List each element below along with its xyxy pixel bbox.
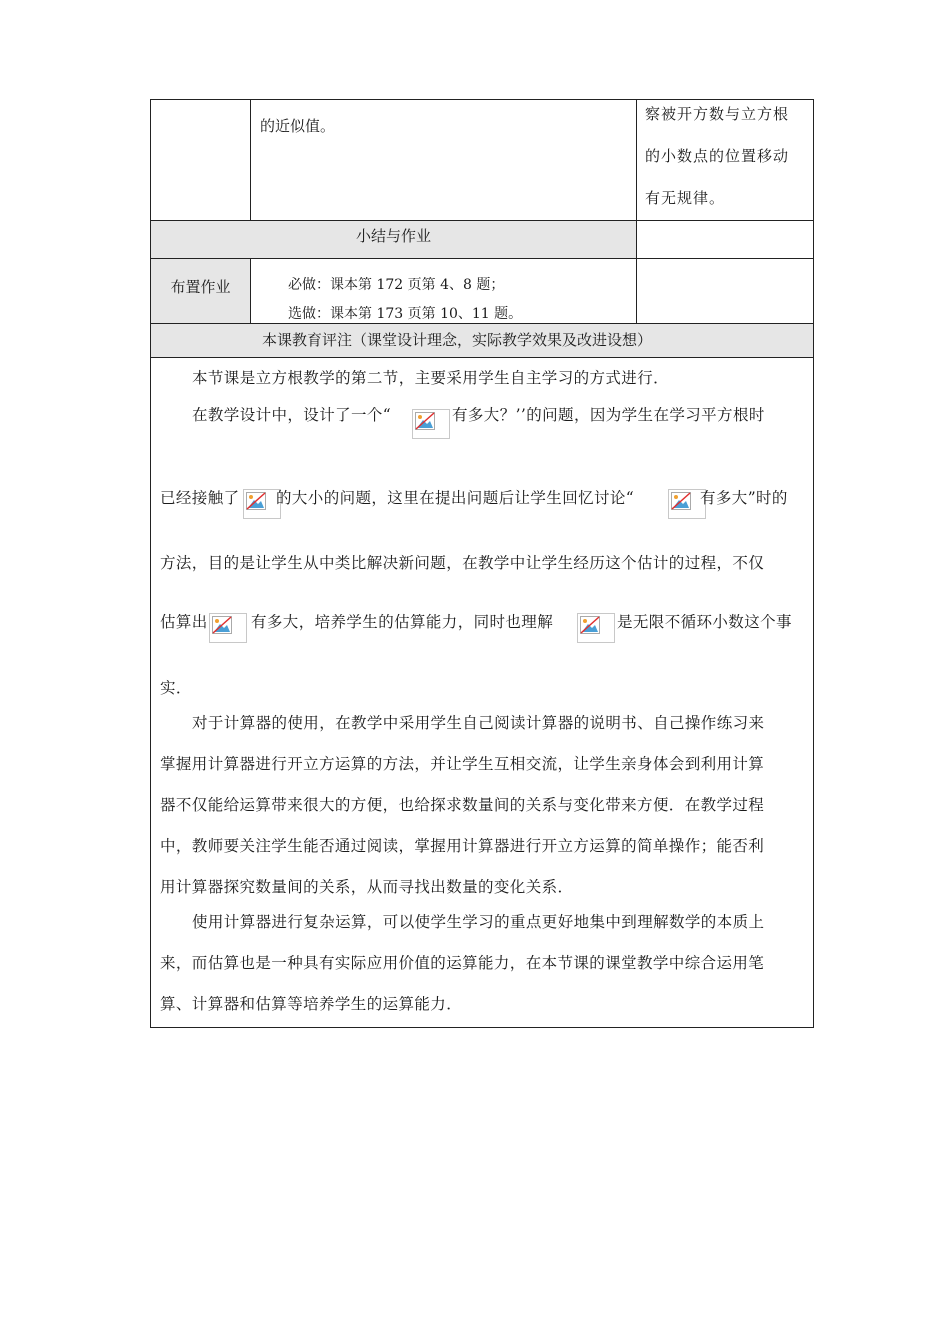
summary-header: 小结与作业 (355, 227, 431, 245)
homework-optional: 选做：课本第 173 页第 10、11 题。 (288, 306, 523, 322)
row-divider (150, 357, 814, 358)
paragraph-line: 对于计算器的使用，在教学中采用学生自己阅读计算器的说明书、自己操作练习来 (192, 714, 765, 732)
paragraph-line: 的大小的问题，这里在提出问题后让学生回忆讨论“ (276, 489, 635, 507)
paragraph-line: 有多大？’’的问题，因为学生在学习平方根时 (452, 406, 765, 424)
paragraph-line: 有多大”时的 (700, 489, 788, 507)
paragraph-line: 方法，目的是让学生从中类比解决新问题，在教学中让学生经历这个估计的过程，不仅 (160, 554, 765, 572)
paragraph-line: 器不仅能给运算带来很大的方便，也给探求数量间的关系与变化带来方便．在教学过程 (160, 796, 765, 814)
col-divider (636, 99, 637, 323)
paragraph-line: 用计算器探究数量间的关系，从而寻找出数量的变化关系． (160, 878, 574, 896)
paragraph-line: 有多大，培养学生的估算能力，同时也理解 (251, 613, 554, 631)
homework-label: 布置作业 (170, 278, 231, 296)
row-divider (150, 220, 814, 221)
paragraph-line: 本节课是立方根教学的第二节，主要采用学生自主学习的方式进行． (192, 369, 670, 387)
paragraph-line: 算、计算器和估算等培养学生的运算能力． (160, 995, 463, 1013)
paragraph-line: 是无限不循环小数这个事 (617, 613, 792, 631)
paragraph-line: 掌握用计算器进行开立方运算的方法，并让学生互相交流，让学生亲身体会到利用计算 (160, 755, 765, 773)
row-divider (150, 323, 814, 324)
homework-required: 必做：课本第 172 页第 4、8 题； (288, 277, 505, 293)
paragraph-line: 使用计算器进行复杂运算，可以使学生学习的重点更好地集中到理解数学的本质上 (192, 913, 765, 931)
broken-image-icon (577, 613, 615, 643)
row1-right-line-1: 察被开方数与立方根 (645, 105, 790, 123)
paragraph-line: 来，而估算也是一种具有实际应用价值的运算能力，在本节课的课堂教学中综合运用笔 (160, 954, 765, 972)
paragraph-line: 已经接触了 (160, 489, 240, 507)
paragraph-line: 中，教师要关注学生能否通过阅读，掌握用计算器进行开立方运算的简单操作；能否利 (160, 837, 765, 855)
paragraph-line: 估算出 (160, 613, 208, 631)
row1-right-line-2: 的小数点的位置移动 (645, 147, 790, 165)
col-divider (250, 99, 251, 220)
paragraph-line: 实． (160, 679, 192, 697)
broken-image-icon (209, 613, 247, 643)
broken-image-icon (412, 409, 450, 439)
row1-middle-text: 的近似值。 (260, 117, 336, 135)
col-divider (250, 258, 251, 323)
row1-right-line-3: 有无规律。 (645, 189, 726, 207)
comment-header: 本课教育评注（课堂设计理念，实际教学效果及改进设想） (262, 331, 653, 349)
paragraph-line: 在教学设计中，设计了一个“ (192, 406, 392, 424)
